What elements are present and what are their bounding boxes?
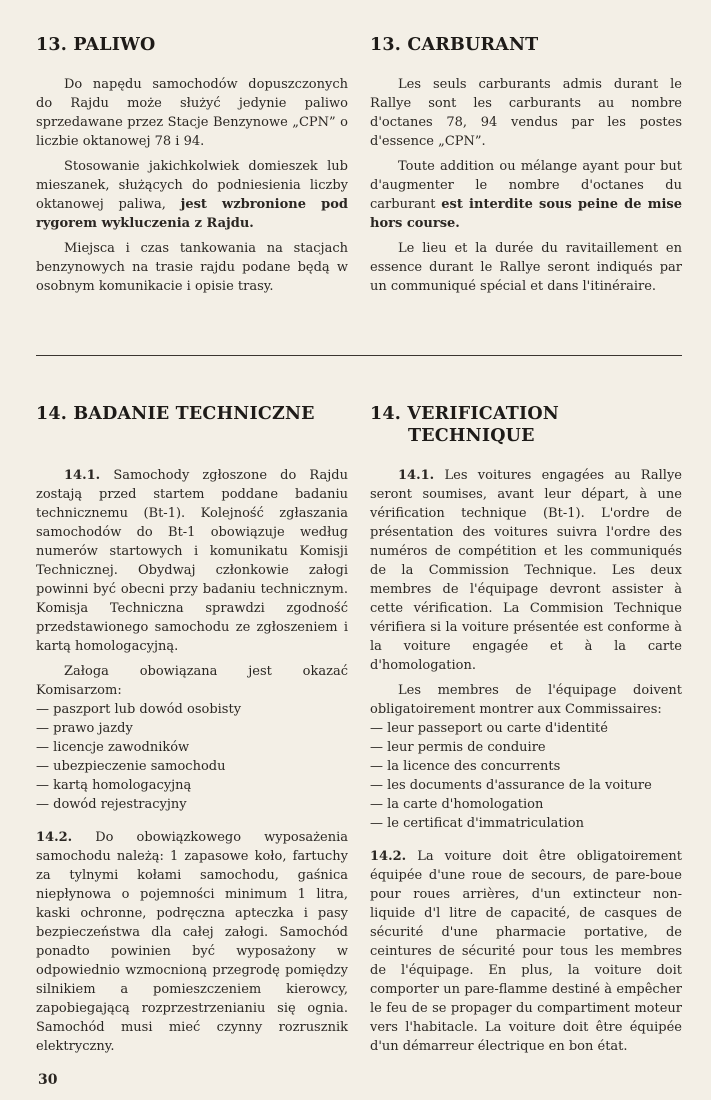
paragraph: Les membres de l'équipage doivent obligatoirement montrer aux Commissaires: (370, 683, 682, 717)
paragraph: Miejsca i czas tankowania na stacjach benzynowych na trasie rajdu podane będą w osobnym komunikacie i opisie trasy. (36, 241, 348, 294)
paragraph (370, 466, 682, 675)
list-item: — la licence des concurrents (370, 757, 682, 776)
list-item: — leur permis de conduire (370, 738, 682, 757)
list-item: — ubezpieczenie samochodu (36, 757, 348, 776)
section-title: 13. PALIWO (36, 35, 156, 55)
clause-number: 14.1. (64, 468, 101, 483)
paragraph (36, 828, 348, 1056)
paragraph (370, 847, 682, 1056)
list-item: — paszport lub dowód osobisty (36, 700, 348, 719)
section-title-line2: TECHNIQUE (408, 426, 535, 446)
clause-number: 14.2. (370, 849, 407, 864)
paragraph-text: Samochody zgłoszone do Rajdu zostają przed startem poddane badaniu technicznemu (Bt-1). Kolejność zgłaszania samochodów do Bt-1 obowiązuje według numerów startowych i komunikatu Komisji Technicznej. Obydwaj członkowie załogi powinni być obecni przy badaniu technicznym. Komisja Techniczna sprawdzi zgodność przedstawionego samochodu ze zgłoszeniem i kartą homologacyjną. (36, 468, 348, 654)
section-14-french (370, 403, 682, 1056)
list-item: — dowód rejestracyjny (36, 795, 348, 814)
paragraph: Les seuls carburants admis durant le Rallye sont les carburants au nombre d'octanes 78, 94 vendus par les postes d'essence „CPN”. (370, 77, 682, 149)
section-title: 13. CARBURANT (370, 35, 539, 55)
list-item: — la carte d'homologation (370, 795, 682, 814)
paragraph (370, 157, 682, 233)
list-item: — kartą homologacyjną (36, 776, 348, 795)
page-number: 30 (38, 1072, 58, 1088)
paragraph (36, 466, 348, 656)
section-title: 14. BADANIE TECHNICZNE (36, 404, 315, 424)
document-list (370, 719, 682, 833)
section-divider (36, 355, 682, 356)
paragraph: Le lieu et la durée du ravitaillement en essence durant le Rallye seront indiqués par un communiqué spécial et dans l'itinéraire. (370, 241, 682, 294)
paragraph-text: Toute addition ou mélange ayant pour but d'augmenter le nombre d'octanes du carburant (370, 159, 682, 212)
paragraph-text: Les voitures engagées au Rallye seront soumises, avant leur départ, à une vérification technique (Bt-1). L'ordre de présentation des voitures suivra l'ordre des numéros de compétition et les communiqués de la Commission Technique. Les deux membres de l'équipage devront assister à cette vérification. La Commision Technique vérifiera si la voiture présentée est conforme à la voiture engagée et à la carte d'homologation. (370, 468, 682, 673)
paragraph-text: La voiture doit être obligatoirement équipée d'une roue de secours, de pare-boue pour roues arrières, d'un extincteur non-liquide d'l litre de capacité, de casques de sécurité d'une pharmacie portative, de ceintures de sécurité pour tous les membres de l'équipage. En plus, la voiture doit comporter un pare-flamme destiné à empêcher le feu de se propager du compartiment moteur vers l'habitacle. La voiture doit être équipée d'un démarreur électrique en bon état. (370, 849, 682, 1054)
list-item: — licencje zawodników (36, 738, 348, 757)
section-14-polish (36, 403, 348, 1056)
list-item: — le certificat d'immatriculation (370, 814, 682, 833)
paragraph-text: Stosowanie jakichkolwiek domieszek lub mieszanek, służących do podniesienia liczby oktanowej paliwa, (36, 159, 348, 212)
document-list (36, 700, 348, 814)
list-item: — les documents d'assurance de la voiture (370, 776, 682, 795)
bold-text: est interdite sous peine de mise hors course. (370, 197, 682, 231)
paragraph-text: Do obowiązkowego wyposażenia samochodu należą: 1 zapasowe koło, fartuchy za tylnymi kołami samochodu, gaśnica niepłynowa o pojemności minimum 1 litra, kaski ochronne, podręczna apteczka i pasy bezpieczeństwa dla całej załogi. Samochód ponadto powinien być wyposażony w odpowiednio wzmocnioną przegrodę pomiędzy silnikiem a pomieszczeniem kierowcy, zapobiegającą rozprzestrzenianiu się ognia. Samochód musi mieć czynny rozrusznik elektryczny. (36, 830, 348, 1054)
section-13-french (370, 34, 682, 296)
bold-text: jest wzbronione pod rygorem wykluczenia z Rajdu. (36, 197, 348, 231)
clause-number: 14.2. (36, 830, 73, 845)
paragraph (36, 157, 348, 233)
paragraph: Załoga obowiązana jest okazać Komisarzom: (36, 664, 348, 698)
paragraph: Do napędu samochodów dopuszczonych do Rajdu może służyć jedynie paliwo sprzedawane przez Stacje Benzynowe „CPN” o liczbie oktanowej 78 i 94. (36, 77, 348, 149)
list-item: — leur passeport ou carte d'identité (370, 719, 682, 738)
section-title: 14. VERIFICATION (370, 404, 559, 424)
list-item: — prawo jazdy (36, 719, 348, 738)
section-13-polish (36, 34, 348, 296)
clause-number: 14.1. (398, 468, 435, 483)
